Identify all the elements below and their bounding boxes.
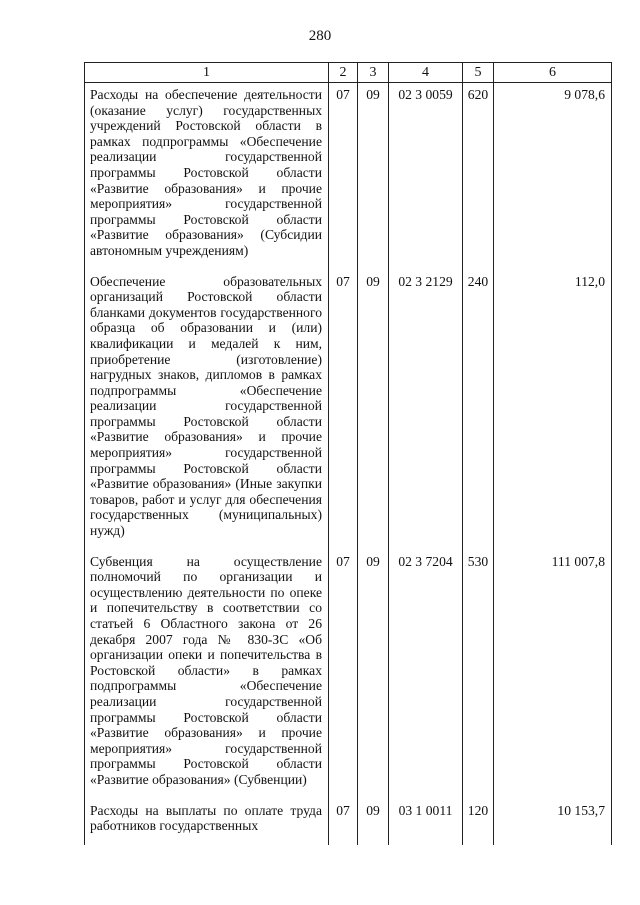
table-row: [85, 550, 612, 799]
table-row: [85, 799, 612, 845]
header-row: [85, 63, 612, 83]
expense-type-code: 530: [463, 550, 494, 799]
expense-type-code: 120: [463, 799, 494, 845]
expense-type-code: 240: [463, 270, 494, 550]
section-code: 07: [329, 83, 358, 270]
budget-table: [84, 62, 612, 845]
target-article-code: 03 1 0011: [389, 799, 463, 845]
page-number: 280: [308, 28, 332, 44]
column-header: 2: [329, 63, 358, 83]
column-header: 1: [85, 63, 329, 83]
section-code: 07: [329, 799, 358, 845]
table-row: [85, 270, 612, 550]
expense-type-code: 620: [463, 83, 494, 270]
column-header: 3: [358, 63, 389, 83]
section-code: 07: [329, 550, 358, 799]
row-description: Расходы на выплаты по оплате труда работников государственных: [85, 799, 329, 845]
target-article-code: 02 3 0059: [389, 83, 463, 270]
amount: 112,0: [494, 270, 612, 550]
target-article-code: 02 3 7204: [389, 550, 463, 799]
column-header: 4: [389, 63, 463, 83]
subsection-code: 09: [358, 83, 389, 270]
amount: 111 007,8: [494, 550, 612, 799]
column-header: 5: [463, 63, 494, 83]
amount: 9 078,6: [494, 83, 612, 270]
section-code: 07: [329, 270, 358, 550]
target-article-code: 02 3 2129: [389, 270, 463, 550]
row-description: Субвенция на осуществление полномочий по организации и осуществлению деятельности по опеке и попечительству в соответствии со статьей 6 Областного закона от 26 декабря 2007 года № 830-ЗС «Об организации опеки и попечительства в Ростовской области» в рамках подпрограммы «Обеспечение реализации государственной программы Ростовской области «Развитие образования» и прочие мероприятия» государственной программы Ростовской области «Развитие образования» (Субвенции): [85, 550, 329, 799]
subsection-code: 09: [358, 270, 389, 550]
table-row: [85, 83, 612, 270]
subsection-code: 09: [358, 799, 389, 845]
row-description: Расходы на обеспечение деятельности (оказание услуг) государственных учреждений Ростовской области в рамках подпрограммы «Обеспечение реализации государственной программы Ростовской области «Развитие образования» и прочие мероприятия» государственной программы Ростовской области «Развитие образования» (Субсидии автономным учреждениям): [85, 83, 329, 270]
subsection-code: 09: [358, 550, 389, 799]
row-description: Обеспечение образовательных организаций Ростовской области бланками документов государственного образца об образовании и (или) квалификации и медалей к ним, приобретение (изготовление) нагрудных знаков, дипломов в рамках подпрограммы «Обеспечение реализации государственной программы Ростовской области «Развитие образования» и прочие мероприятия» государственной программы Ростовской области «Развитие образования» (Иные закупки товаров, работ и услуг для обеспечения государственных (муниципальных) нужд): [85, 270, 329, 550]
column-header: 6: [494, 63, 612, 83]
amount: 10 153,7: [494, 799, 612, 845]
